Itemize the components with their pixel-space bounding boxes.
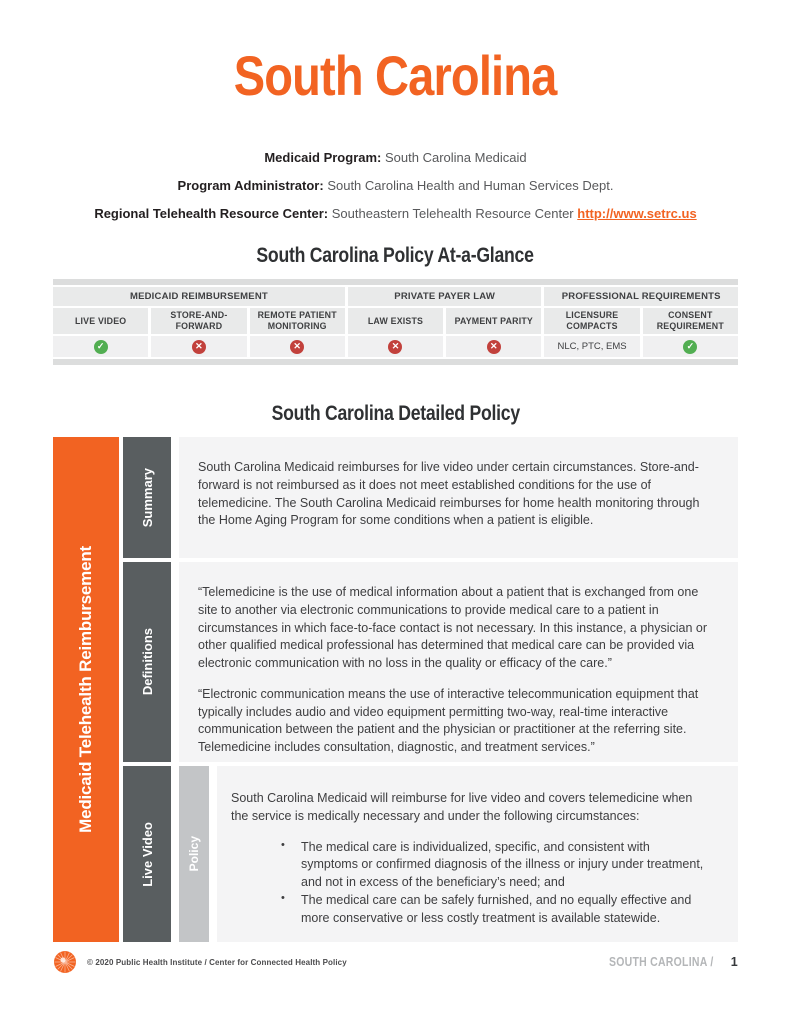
- live-video-label: Live Video: [139, 821, 155, 887]
- table-bottom-strip: [53, 359, 738, 365]
- cross-icon: ✕: [388, 340, 402, 354]
- definitions-label: Definitions: [139, 628, 155, 696]
- value-payment-parity: [446, 336, 541, 357]
- value-live-video: [53, 336, 148, 357]
- col-consent-requirement: CONSENT REQUIREMENT: [643, 308, 738, 334]
- table-top-strip: [53, 279, 738, 285]
- bullet-icon: •: [281, 891, 285, 904]
- program-administrator-line: [0, 178, 791, 193]
- cross-icon: ✕: [192, 340, 206, 354]
- summary-content: [179, 437, 738, 558]
- group-professional-requirements: PROFESSIONAL REQUIREMENTS: [544, 287, 738, 306]
- at-a-glance-heading: South Carolina Policy At-a-Glance: [256, 244, 535, 267]
- source-label: [257, 941, 291, 942]
- page-number-label: [599, 955, 738, 969]
- section-summary: [123, 437, 738, 558]
- telehealth-resource-center-label: Regional Telehealth Resource Center:: [94, 206, 329, 221]
- list-item: [281, 839, 708, 892]
- check-icon: ✓: [683, 340, 697, 354]
- section-live-video: [123, 766, 738, 942]
- list-item: [281, 892, 708, 928]
- bullet-text-2: The medical care can be safely furnished, and no equally effective and more conservative or less costly treatment is available statewide.: [301, 892, 692, 925]
- group-medicaid-reimbursement: MEDICAID REIMBURSEMENT: [53, 287, 345, 306]
- cchp-sunburst-logo-icon: [53, 950, 77, 974]
- value-remote-patient-monitoring: [250, 336, 345, 357]
- category-label: Medicaid Telehealth Reimbursement: [76, 546, 95, 833]
- live-video-content: [217, 766, 738, 942]
- medicaid-program-line: [0, 150, 791, 165]
- live-video-bullets: [281, 839, 708, 928]
- value-licensure-compacts: NLC, PTC, EMS: [544, 336, 639, 357]
- telehealth-resource-center-value: Southeastern Telehealth Resource Center: [331, 206, 574, 221]
- program-administrator-label: Program Administrator:: [177, 178, 324, 193]
- live-video-label-bar: [123, 766, 171, 942]
- detailed-policy-table: [53, 437, 738, 942]
- value-store-and-forward: [151, 336, 246, 357]
- value-consent-requirement: [643, 336, 738, 357]
- copyright-text: © 2020 Public Health Institute / Center for Connected Health Policy: [87, 957, 347, 967]
- policy-label: Policy: [187, 836, 201, 872]
- definitions-paragraph-1: “Telemedicine is the use of medical information about a patient that is exchanged from one site to another via electronic communications to provide medical care to a patient in circumstances in which face-to-face contact is not necessary. In this instance, a physician or other qualified medical professional has determined that medical care can be provided via electronic communication with no loss in the quality or efficacy of the care.”: [198, 585, 708, 670]
- definitions-label-bar: [123, 562, 171, 762]
- program-administrator-value: South Carolina Health and Human Services Dept.: [327, 178, 614, 193]
- summary-label: Summary: [139, 467, 155, 528]
- detailed-policy-heading: South Carolina Detailed Policy: [271, 402, 520, 425]
- definitions-paragraph-2: “Electronic communication means the use of interactive telecommunication equipment that typically includes audio and video equipment permitting two-way, real-time interactive communication between the patient and the physician or practitioner at the referring site. Telemedicine includes consultation, diagnostic, and treatment services.”: [198, 686, 699, 754]
- live-video-source: [257, 941, 708, 942]
- summary-paragraph: South Carolina Medicaid reimburses for live video under certain circumstances. Store-and-forward is not reimbursed as it does not meet established conditions for the use of telemedicine. The South Carolina Medicaid reimburses for home health monitoring through the Home Aging Program for some conditions when a patient is eligible.: [198, 460, 700, 528]
- bullet-text-1: The medical care is individualized, specific, and consistent with symptoms or confirmed diagnosis of the illness or injury under treatment, and not in excess of the beneficiary’s need; and: [301, 839, 704, 889]
- telehealth-resource-center-line: [0, 206, 791, 221]
- bullet-icon: •: [281, 838, 285, 851]
- section-definitions: [123, 562, 738, 762]
- col-store-and-forward: STORE-AND-FORWARD: [151, 308, 246, 334]
- source-citation: [257, 941, 688, 942]
- live-video-paragraph: South Carolina Medicaid will reimburse for live video and covers telemedicine when the service is medically necessary and under the following circumstances:: [231, 791, 693, 823]
- col-law-exists: LAW EXISTS: [348, 308, 443, 334]
- page-footer: [53, 950, 738, 974]
- setrc-link[interactable]: http://www.setrc.us: [577, 206, 697, 221]
- at-a-glance-table: [53, 279, 738, 365]
- footer-state-name: SOUTH CAROLINA /: [609, 955, 714, 969]
- col-payment-parity: PAYMENT PARITY: [446, 308, 541, 334]
- group-private-payer-law: PRIVATE PAYER LAW: [348, 287, 542, 306]
- check-icon: ✓: [94, 340, 108, 354]
- policy-label-bar: [179, 766, 209, 942]
- col-licensure-compacts: LICENSURE COMPACTS: [544, 308, 639, 334]
- cross-icon: ✕: [487, 340, 501, 354]
- definitions-content: [179, 562, 738, 762]
- medicaid-program-label: Medicaid Program:: [264, 150, 382, 165]
- cross-icon: ✕: [290, 340, 304, 354]
- footer-page-number: 1: [730, 955, 738, 969]
- category-bar-medicaid-telehealth-reimbursement: [53, 437, 119, 942]
- value-law-exists: [348, 336, 443, 357]
- summary-label-bar: [123, 437, 171, 558]
- page-title: South Carolina: [234, 44, 557, 107]
- col-remote-patient-monitoring: REMOTE PATIENT MONITORING: [250, 308, 345, 334]
- header-info: [0, 150, 791, 234]
- col-live-video: LIVE VIDEO: [53, 308, 148, 334]
- detailed-sections: [123, 437, 738, 942]
- medicaid-program-value: South Carolina Medicaid: [385, 150, 527, 165]
